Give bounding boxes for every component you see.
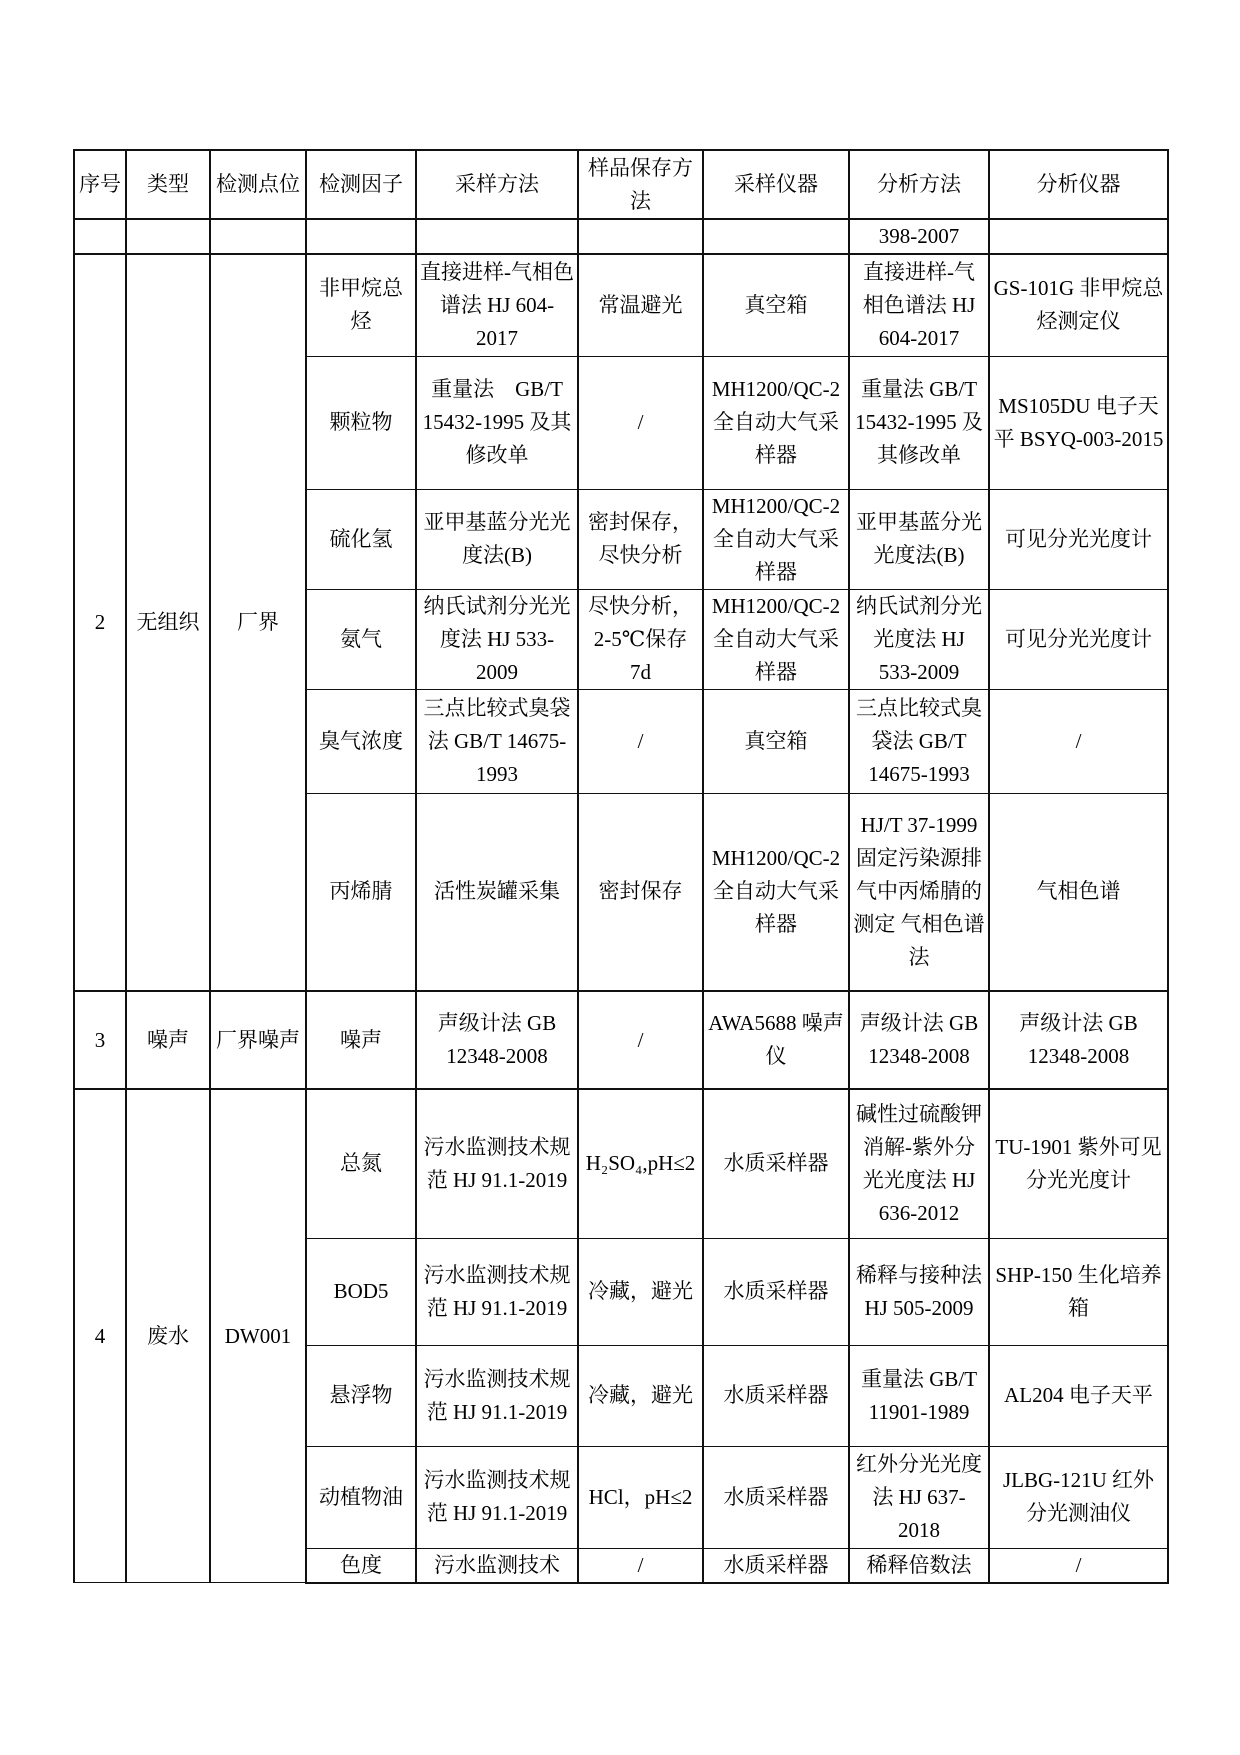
cell-preserve-method: HCl，pH≤2 — [578, 1446, 703, 1548]
cell-sampling-method: 活性炭罐采集 — [416, 793, 578, 991]
cell-sampling-method: 污水监测技术规范 HJ 91.1-2019 — [416, 1089, 578, 1238]
col-header-analysis-method: 分析方法 — [849, 150, 989, 219]
cell-analysis-instrument: TU-1901 紫外可见分光光度计 — [989, 1089, 1168, 1238]
table-row — [74, 991, 1168, 1089]
cell-sampling-method: 污水监测技术规范 HJ 91.1-2019 — [416, 1446, 578, 1548]
cell-empty — [210, 219, 306, 254]
cell-sampling-method: 声级计法 GB 12348-2008 — [416, 991, 578, 1089]
cell-empty — [703, 219, 849, 254]
table-header-row — [74, 150, 1168, 219]
col-header-factor: 检测因子 — [306, 150, 416, 219]
cell-sampling-method: 三点比较式臭袋法 GB/T 14675-1993 — [416, 689, 578, 793]
cell-sampler: MH1200/QC-2 全自动大气采样器 — [703, 793, 849, 991]
cell-preserve-method: 常温避光 — [578, 254, 703, 356]
cell-analysis-instrument: 气相色谱 — [989, 793, 1168, 991]
cell-seq: 3 — [74, 991, 126, 1089]
cell-seq: 4 — [74, 1089, 126, 1583]
cell-analysis-instrument: 可见分光光度计 — [989, 489, 1168, 589]
cell-sampling-method: 污水监测技术规范 HJ 91.1-2019 — [416, 1238, 578, 1345]
col-header-type: 类型 — [126, 150, 210, 219]
cell-analysis-method: HJ/T 37-1999 固定污染源排气中丙烯腈的测定 气相色谱法 — [849, 793, 989, 991]
cell-analysis-instrument: GS-101G 非甲烷总烃测定仪 — [989, 254, 1168, 356]
table-row — [74, 254, 1168, 356]
cell-sampler: 水质采样器 — [703, 1345, 849, 1446]
monitoring-table — [73, 149, 1169, 1584]
col-header-preserve-method: 样品保存方法 — [578, 150, 703, 219]
cell-sampler: AWA5688 噪声仪 — [703, 991, 849, 1089]
cell-type: 废水 — [126, 1089, 210, 1583]
cell-sampler: 水质采样器 — [703, 1446, 849, 1548]
cell-site: 厂界噪声 — [210, 991, 306, 1089]
cell-factor: 颗粒物 — [306, 356, 416, 489]
cell-empty — [989, 219, 1168, 254]
cell-site: DW001 — [210, 1089, 306, 1583]
cell-preserve-method: / — [578, 991, 703, 1089]
cell-factor: 总氮 — [306, 1089, 416, 1238]
carry-over-row — [74, 219, 1168, 254]
cell-sampler: MH1200/QC-2 全自动大气采样器 — [703, 589, 849, 689]
cell-factor: 氨气 — [306, 589, 416, 689]
cell-analysis-method: 碱性过硫酸钾消解-紫外分光光度法 HJ 636-2012 — [849, 1089, 989, 1238]
cell-analysis-instrument: / — [989, 1548, 1168, 1583]
cell-preserve-method: 冷藏，避光 — [578, 1345, 703, 1446]
cell-sampler: MH1200/QC-2 全自动大气采样器 — [703, 489, 849, 589]
col-header-site: 检测点位 — [210, 150, 306, 219]
cell-analysis-method: 398-2007 — [849, 219, 989, 254]
cell-factor: 臭气浓度 — [306, 689, 416, 793]
cell-analysis-instrument: / — [989, 689, 1168, 793]
cell-analysis-method: 三点比较式臭袋法 GB/T 14675-1993 — [849, 689, 989, 793]
cell-analysis-method: 红外分光光度法 HJ 637-2018 — [849, 1446, 989, 1548]
cell-analysis-method: 直接进样-气相色谱法 HJ 604-2017 — [849, 254, 989, 356]
cell-sampling-method: 亚甲基蓝分光光度法(B) — [416, 489, 578, 589]
cell-factor: BOD5 — [306, 1238, 416, 1345]
cell-analysis-method: 重量法 GB/T 15432-1995 及其修改单 — [849, 356, 989, 489]
cell-factor: 丙烯腈 — [306, 793, 416, 991]
cell-empty — [416, 219, 578, 254]
cell-factor: 色度 — [306, 1548, 416, 1583]
cell-preserve-method: 密封保存 — [578, 793, 703, 991]
cell-sampler: 真空箱 — [703, 689, 849, 793]
cell-empty — [126, 219, 210, 254]
cell-analysis-method: 亚甲基蓝分光光度法(B) — [849, 489, 989, 589]
cell-analysis-method: 纳氏试剂分光光度法 HJ 533-2009 — [849, 589, 989, 689]
cell-sampling-method: 直接进样-气相色谱法 HJ 604-2017 — [416, 254, 578, 356]
cell-sampler: MH1200/QC-2 全自动大气采样器 — [703, 356, 849, 489]
cell-sampler: 水质采样器 — [703, 1238, 849, 1345]
cell-analysis-method: 声级计法 GB 12348-2008 — [849, 991, 989, 1089]
cell-analysis-method: 重量法 GB/T 11901-1989 — [849, 1345, 989, 1446]
cell-analysis-instrument: SHP-150 生化培养箱 — [989, 1238, 1168, 1345]
cell-analysis-instrument: MS105DU 电子天平 BSYQ-003-2015 — [989, 356, 1168, 489]
cell-seq: 2 — [74, 254, 126, 991]
cell-preserve-method: 尽快分析，2-5℃保存 7d — [578, 589, 703, 689]
cell-empty — [74, 219, 126, 254]
cell-factor: 动植物油 — [306, 1446, 416, 1548]
cell-sampling-method: 污水监测技术 — [416, 1548, 578, 1583]
cell-preserve-method: / — [578, 689, 703, 793]
col-header-seq: 序号 — [74, 150, 126, 219]
cell-type: 噪声 — [126, 991, 210, 1089]
cell-factor: 噪声 — [306, 991, 416, 1089]
cell-sampling-method: 纳氏试剂分光光度法 HJ 533-2009 — [416, 589, 578, 689]
cell-preserve-method: / — [578, 356, 703, 489]
cell-analysis-instrument: AL204 电子天平 — [989, 1345, 1168, 1446]
cell-preserve-method: 冷藏，避光 — [578, 1238, 703, 1345]
cell-analysis-instrument: JLBG-121U 红外分光测油仪 — [989, 1446, 1168, 1548]
cell-site: 厂界 — [210, 254, 306, 991]
cell-empty — [306, 219, 416, 254]
cell-type: 无组织 — [126, 254, 210, 991]
col-header-sampler: 采样仪器 — [703, 150, 849, 219]
cell-sampling-method: 污水监测技术规范 HJ 91.1-2019 — [416, 1345, 578, 1446]
cell-factor: 硫化氢 — [306, 489, 416, 589]
cell-factor: 悬浮物 — [306, 1345, 416, 1446]
cell-sampler: 水质采样器 — [703, 1089, 849, 1238]
col-header-sampling-method: 采样方法 — [416, 150, 578, 219]
table-row — [74, 1089, 1168, 1238]
cell-analysis-method: 稀释倍数法 — [849, 1548, 989, 1583]
cell-preserve-method: 密封保存，尽快分析 — [578, 489, 703, 589]
cell-sampler: 真空箱 — [703, 254, 849, 356]
cell-analysis-instrument: 可见分光光度计 — [989, 589, 1168, 689]
cell-empty — [578, 219, 703, 254]
cell-analysis-method: 稀释与接种法 HJ 505-2009 — [849, 1238, 989, 1345]
cell-sampling-method: 重量法 GB/T 15432-1995 及其修改单 — [416, 356, 578, 489]
cell-preserve-method: H₂SO₄,pH≤2 — [578, 1089, 703, 1238]
col-header-analysis-instrument: 分析仪器 — [989, 150, 1168, 219]
cell-factor: 非甲烷总烃 — [306, 254, 416, 356]
cell-sampler: 水质采样器 — [703, 1548, 849, 1583]
cell-analysis-instrument: 声级计法 GB 12348-2008 — [989, 991, 1168, 1089]
cell-preserve-method: / — [578, 1548, 703, 1583]
